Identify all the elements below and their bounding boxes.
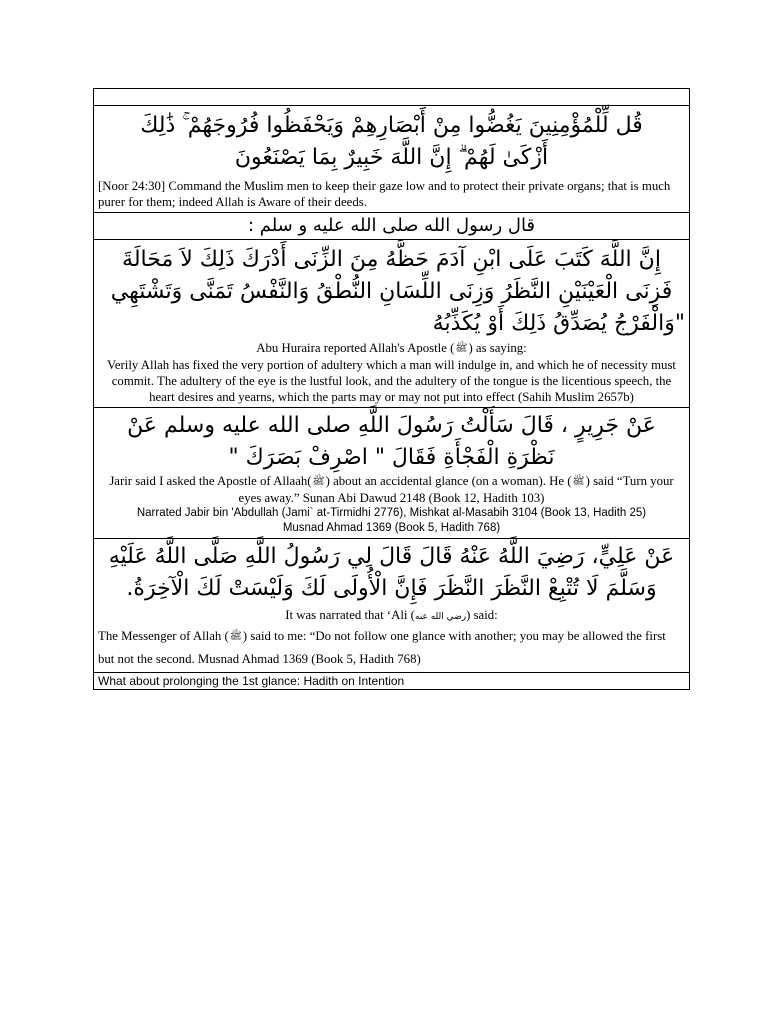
empty-header-row: [94, 89, 690, 106]
jarir-text-c: ) said “Turn your eyes away.” Sunan Abi Dawud 2148 (Book 12, Hadith 103): [238, 474, 674, 506]
hadith-jarir-narration-line2: Musnad Ahmad 1369 (Book 5, Hadith 768): [282, 522, 501, 535]
prophet-said-arabic: قال رسول الله صلى الله عليه و سلم :: [247, 214, 536, 236]
hadith-jarir-narration-line1: Narrated Jabir bin 'Abdullah (Jami` at-Tirmidhi 2776), Mishkat al-Masabih 3104 (Book 13, Hadith 25): [136, 507, 647, 520]
quran-verse-arabic-line2: أَزْكَىٰ لَهُمْ ۗ إِنَّ اللَّهَ خَبِيرٌ بِمَا يَصْنَعُونَ: [234, 144, 549, 170]
intro-text-a: Abu Huraira reported Allah's Apostle (: [256, 340, 455, 355]
jarir-text-b: ) about an accidental glance (on a woman). He (: [325, 474, 572, 489]
ali-intro-b: ) said:: [466, 608, 498, 623]
jarir-text-a: Jarir said I asked the Apostle of Allaah(: [109, 474, 312, 489]
ali-body-b: ) said to me: “Do not follow one glance with another; you may be allowed the first but not the second. Musnad Ahmad 1369 (Book 5, Hadith 768): [98, 629, 666, 667]
hadith-jarir-arabic-line1: عَنْ جَرِيرٍ ، قَالَ سَأَلْتُ رَسُولَ اللَّهِ صلى الله عليه وسلم عَنْ: [127, 412, 656, 438]
hadith-table: [93, 88, 690, 690]
quran-verse-translation: [Noor 24:30] Command the Muslim men to keep their gaze low and to protect their private organs; that is much purer for them; indeed Allah is Aware of their deeds.: [98, 178, 671, 209]
ali-intro-a: It was narrated that ‘Ali (: [285, 608, 415, 623]
footer-note: [94, 673, 690, 690]
footer-text: What about prolonging the 1st glance: Hadith on Intention: [98, 674, 405, 689]
hadith-zina-intro: [98, 340, 685, 357]
hadith-ali-intro: [98, 607, 685, 625]
hadith-ali-translation: [98, 625, 685, 670]
hadith-jarir-arabic-line2: نَظْرَةِ الْفَجْأَةِ فَقَالَ " اصْرِفْ بَصَرَكَ ": [228, 444, 555, 470]
quran-verse-arabic-line1: قُل لِّلْمُؤْمِنِينَ يَغُضُّوا مِنْ أَبْصَارِهِمْ وَيَحْفَظُوا فُرُوجَهُمْ ۚ ذَٰلِكَ: [140, 113, 643, 138]
hadith-zina-row: [94, 239, 690, 407]
ali-body-a: The Messenger of Allah (: [98, 629, 229, 644]
hadith-zina-translation: Verily Allah has fixed the very portion of adultery which a man will indulge in, and which he of necessity must commit. The adultery of the eye is the lustful look, and the adultery of the tongue is the licentious speech, the heart desires and yearns, which the parts may or may not put into effect (Sahih Muslim 2657b): [107, 357, 676, 404]
hadith-ali-row: [94, 539, 690, 673]
pbuh-calligraphy-icon: ﷺ: [572, 476, 585, 488]
hadith-zina-arabic-line1: إِنَّ اللَّهَ كَتَبَ عَلَى ابْنِ آدَمَ حَظَّهُ مِنَ الزِّنَى أَدْرَكَ ذَلِكَ لاَ مَحَالَةَ: [122, 246, 661, 272]
pbuh-calligraphy-icon: ﷺ: [455, 342, 468, 354]
hadith-jarir-translation: [98, 473, 685, 506]
footer-row: [94, 673, 690, 690]
intro-text-b: ) as saying:: [468, 340, 527, 355]
hadith-zina-arabic-line3: "وَالْفَرْجُ يُصَدِّقُ ذَلِكَ أَوْ يُكَذِّبُهُ: [432, 310, 685, 336]
quran-verse-row: [94, 106, 690, 213]
pbuh-calligraphy-icon: ﷺ: [229, 631, 242, 643]
prophet-said-row: [94, 212, 690, 239]
ali-radiallahu-anhu: رضي الله عنه: [414, 612, 467, 623]
hadith-jarir-row: [94, 407, 690, 539]
hadith-ali-arabic-line1: عَنْ عَلِيٍّ، رَضِيَ اللَّهُ عَنْهُ قَالَ قَالَ لِي رَسُولُ اللَّهِ صَلَّى اللَّهُ عَلَيْهِ: [108, 544, 675, 570]
hadith-zina-arabic-line2: فَزِنَى الْعَيْنَيْنِ النَّظَرُ وَزِنَى اللِّسَانِ النُّطْقُ وَالنَّفْسُ تَمَنَّى وَتَشْتَهِي: [110, 278, 673, 304]
pbuh-calligraphy-icon: ﷺ: [312, 476, 325, 488]
hadith-ali-arabic-line2: وَسَلَّمَ لَا تُتْبِعْ النَّظَرَ النَّظَرَ فَإِنَّ الْأُولَى لَكَ وَلَيْسَتْ لَكَ الْآخِرَةُ.: [126, 576, 657, 602]
